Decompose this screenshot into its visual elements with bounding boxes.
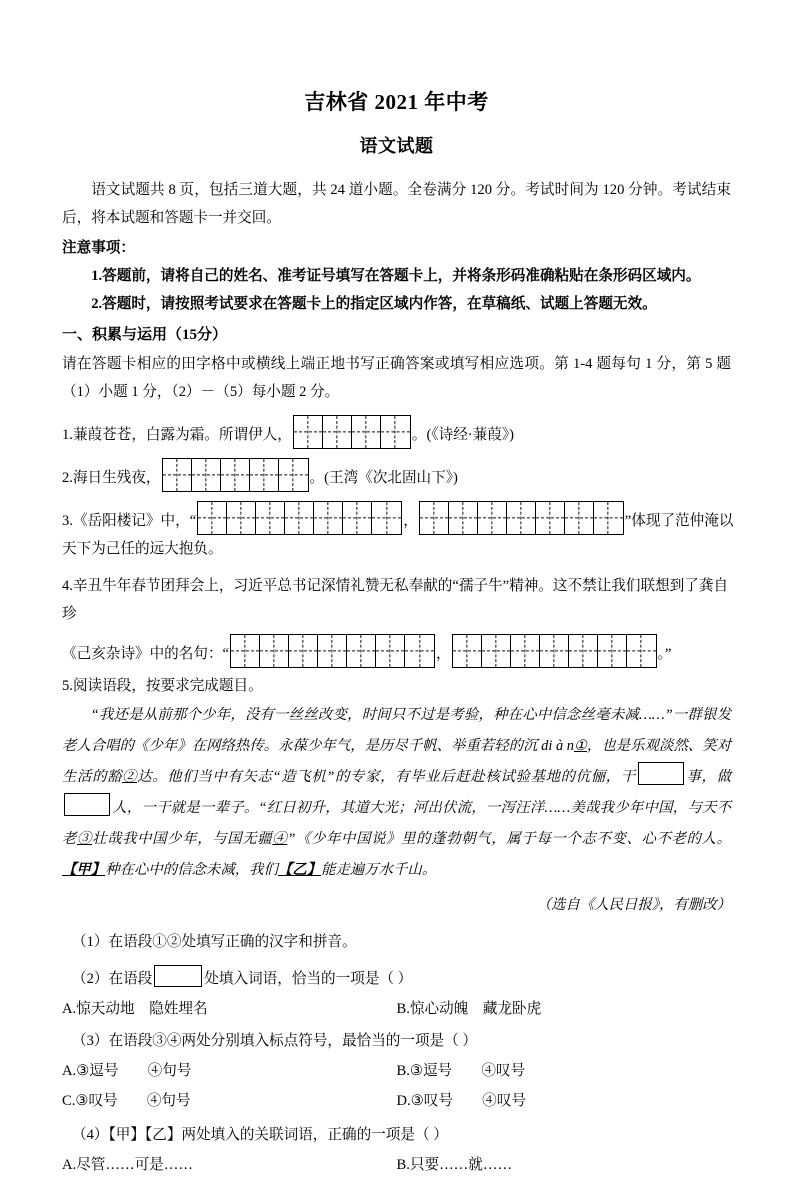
sub-question-3-label: （3） xyxy=(72,1033,109,1049)
passage-blank-label-a: 事，做 xyxy=(685,769,731,785)
answer-grid-cell[interactable] xyxy=(511,635,540,667)
passage-text-5: 壮哉我中国少年，与国无疆 xyxy=(92,831,273,847)
option-b-q2[interactable]: B.惊心动魄 藏龙卧虎 xyxy=(396,1001,542,1017)
answer-grid-cell[interactable] xyxy=(231,635,260,667)
answer-grid-q2[interactable] xyxy=(162,458,309,492)
answer-grid-cell[interactable] xyxy=(192,459,221,491)
option-a-q4[interactable]: A.尽管……可是…… xyxy=(62,1157,193,1173)
page-subtitle: 语文试题 xyxy=(359,136,434,156)
question-1 xyxy=(62,415,731,449)
answer-grid-cell[interactable] xyxy=(227,502,256,534)
question-3-number: 3. xyxy=(62,513,73,529)
answer-grid-cell[interactable] xyxy=(376,635,405,667)
sub-question-4-label: （4） xyxy=(72,1127,109,1143)
question-5-number: 5. xyxy=(62,678,73,694)
answer-grid-cell[interactable] xyxy=(250,459,279,491)
sub-question-1-label: （1） xyxy=(72,934,109,950)
question-3 xyxy=(62,501,734,563)
sub-question-2-label: （2） xyxy=(72,971,109,987)
answer-grid-cell[interactable] xyxy=(294,416,323,448)
section-heading: 一、积累与运用（15分） xyxy=(62,327,228,343)
answer-grid-q3-second[interactable] xyxy=(419,501,624,535)
page-title: 吉林省 2021 年中考 xyxy=(304,90,489,114)
passage-bracket-yi: 【乙】 xyxy=(277,862,322,878)
sub-question-2-text-after: 处填入词语，恰当的一项是（ ） xyxy=(204,971,413,987)
sub-question-3-options-row1 xyxy=(62,1056,731,1086)
passage-source: （选自《人民日报》，有删改） xyxy=(536,897,731,913)
sub-question-4-options xyxy=(62,1150,731,1180)
option-d-q3[interactable]: D.③叹号 ④叹号 xyxy=(396,1093,526,1109)
answer-grid-q1[interactable] xyxy=(293,415,411,449)
reading-passage xyxy=(62,700,731,886)
passage-bracket-jia: 【甲】 xyxy=(62,862,106,878)
question-1-text-after: 。(《诗经·蒹葭》) xyxy=(411,427,515,443)
option-a-q3[interactable]: A.③逗号 ④句号 xyxy=(62,1063,192,1079)
answer-grid-cell[interactable] xyxy=(198,502,227,534)
answer-grid-cell[interactable] xyxy=(449,502,478,534)
passage-mark-3: ③ xyxy=(77,831,93,847)
passage-text-3: 达。他们当中有矢志“造飞机”的专家，有毕业后赶赴核试验基地的伉俪，干 xyxy=(137,769,636,785)
option-a-q2[interactable]: A.惊天动地 隐姓埋名 xyxy=(62,1001,208,1017)
option-b-q4[interactable]: B.只要……就…… xyxy=(396,1157,513,1173)
passage-mark-2: ② xyxy=(122,769,138,785)
passage-text-7: 种在心中的信念未减，我们 xyxy=(105,862,278,878)
passage-text-6: ”《少年中国说》里的蓬勃朝气，属于每一个志不变、心不老的人。 xyxy=(287,831,731,847)
answer-grid-cell[interactable] xyxy=(285,502,314,534)
sub-question-3-text: 在语段③④两处分别填入标点符号，最恰当的一项是（ ） xyxy=(108,1033,477,1049)
note-item-2: 2.答题时，请按照考试要求在答题卡上的指定区域内作答，在草稿纸、试题上答题无效。 xyxy=(91,296,657,312)
question-4-number: 4. xyxy=(62,578,73,594)
answer-grid-cell[interactable] xyxy=(565,502,594,534)
passage-blank-b[interactable] xyxy=(64,793,110,816)
answer-grid-cell[interactable] xyxy=(163,459,192,491)
question-5 xyxy=(62,672,731,700)
sub-question-4-text: 【甲】【乙】两处填入的关联词语，正确的一项是（ ） xyxy=(108,1127,448,1143)
answer-grid-cell[interactable] xyxy=(343,502,372,534)
answer-grid-cell[interactable] xyxy=(627,635,656,667)
question-2 xyxy=(62,458,731,492)
section-instruction: 请在答题卡相应的田字格中或横线上端正地书写正确答案或填写相应选项。第 1-4 题每句 1 分，第 5 题（1）小题 1 分，（2）－（5）每小题 2 分。 xyxy=(62,356,731,400)
question-2-text-after: 。(王湾《次北固山下》) xyxy=(309,470,458,486)
answer-grid-cell[interactable] xyxy=(256,502,285,534)
passage-text-8: 能走遍万水千山。 xyxy=(321,862,437,878)
question-4 xyxy=(62,572,731,668)
answer-grid-cell[interactable] xyxy=(594,502,623,534)
option-b-q3[interactable]: B.③逗号 ④叹号 xyxy=(396,1063,526,1079)
answer-grid-cell[interactable] xyxy=(598,635,627,667)
passage-text-1: “我还是从前那个少年，没有一丝丝改变，时间只不过是考验，种在心中信念丝毫未减……”一群银发老人合唱的《少年》在网络热传。永葆少年气，是历尽千帆、举重若轻的沉 di à n xyxy=(62,707,731,754)
question-1-number: 1. xyxy=(62,427,73,443)
sub-question-2 xyxy=(62,964,731,994)
passage-text-4: 一干就是一辈子。“红日初升，其道大光；河出伏流，一泻汪洋……美哉我少年中国，与天不老 xyxy=(62,800,731,847)
question-4-text-before: 《己亥杂诗》中的名句：“ xyxy=(62,646,230,662)
answer-grid-cell[interactable] xyxy=(453,635,482,667)
passage-text-2: ，也是乐观淡然、笑对生活的豁 xyxy=(62,738,731,785)
sub-question-3-options-row2 xyxy=(62,1086,731,1116)
sub-question-2-options xyxy=(62,994,731,1024)
answer-grid-cell[interactable] xyxy=(569,635,598,667)
question-2-text-before: 海日生残夜， xyxy=(72,470,161,486)
answer-grid-cell[interactable] xyxy=(381,416,410,448)
question-4-middle: ， xyxy=(436,646,451,662)
answer-grid-cell[interactable] xyxy=(405,635,434,667)
note-item-1: 1.答题前，请将自己的姓名、准考证号填写在答题卡上，并将条形码准确粘贴在条形码区域内。 xyxy=(91,268,701,284)
sub-question-4 xyxy=(62,1120,731,1150)
question-3-wrap-text: 天下为己任的远大抱负。 xyxy=(62,541,223,557)
passage-blank-a[interactable] xyxy=(638,762,684,785)
answer-grid-cell[interactable] xyxy=(372,502,401,534)
answer-grid-q4-first[interactable] xyxy=(230,634,435,668)
question-2-number: 2. xyxy=(62,470,73,486)
passage-mark-4: ④ xyxy=(272,831,288,847)
notes-heading: 注意事项： xyxy=(62,240,135,256)
answer-grid-cell[interactable] xyxy=(260,635,289,667)
answer-grid-cell[interactable] xyxy=(540,635,569,667)
sub-question-2-blank[interactable] xyxy=(154,965,202,987)
sub-question-1 xyxy=(62,927,731,957)
intro-paragraph: 语文试题共 8 页，包括三道大题，共 24 道小题。全卷满分 120 分。考试时间为 120 分钟。考试结束后，将本试题和答题卡一并交回。 xyxy=(62,182,731,226)
answer-grid-cell[interactable] xyxy=(478,502,507,534)
answer-grid-cell[interactable] xyxy=(536,502,565,534)
answer-grid-cell[interactable] xyxy=(289,635,318,667)
sub-question-2-text-before: 在语段 xyxy=(108,971,153,987)
question-3-middle: ， xyxy=(403,513,418,529)
question-5-stem: 阅读语段，按要求完成题目。 xyxy=(72,678,263,694)
answer-grid-cell[interactable] xyxy=(323,416,352,448)
answer-grid-cell[interactable] xyxy=(352,416,381,448)
answer-grid-cell[interactable] xyxy=(347,635,376,667)
answer-grid-cell[interactable] xyxy=(420,502,449,534)
question-3-text-after: ”体现了范仲淹以 xyxy=(624,513,734,529)
question-3-text-before: 《岳阳楼记》中，“ xyxy=(72,513,197,529)
answer-grid-cell[interactable] xyxy=(279,459,308,491)
option-c-q3[interactable]: C.③叹号 ④句号 xyxy=(62,1093,191,1109)
answer-grid-q4-second[interactable] xyxy=(452,634,657,668)
answer-grid-cell[interactable] xyxy=(482,635,511,667)
answer-grid-cell[interactable] xyxy=(318,635,347,667)
sub-question-3 xyxy=(62,1026,731,1056)
passage-blank-label-b: 人， xyxy=(112,800,142,816)
answer-grid-cell[interactable] xyxy=(221,459,250,491)
answer-grid-cell[interactable] xyxy=(314,502,343,534)
passage-mark-1: ① xyxy=(573,738,587,754)
answer-grid-q3-first[interactable] xyxy=(197,501,402,535)
sub-question-1-text: 在语段①②处填写正确的汉字和拼音。 xyxy=(108,934,357,950)
question-1-text-before: 蒹葭苍苍，白露为霜。所谓伊人， xyxy=(72,427,292,443)
question-4-lead: 辛丑牛年春节团拜会上，习近平总书记深情礼赞无私奉献的“孺子牛”精神。这不禁让我们联想到了龚自珍 xyxy=(62,578,729,622)
question-4-text-after: 。” xyxy=(657,646,672,662)
answer-grid-cell[interactable] xyxy=(507,502,536,534)
